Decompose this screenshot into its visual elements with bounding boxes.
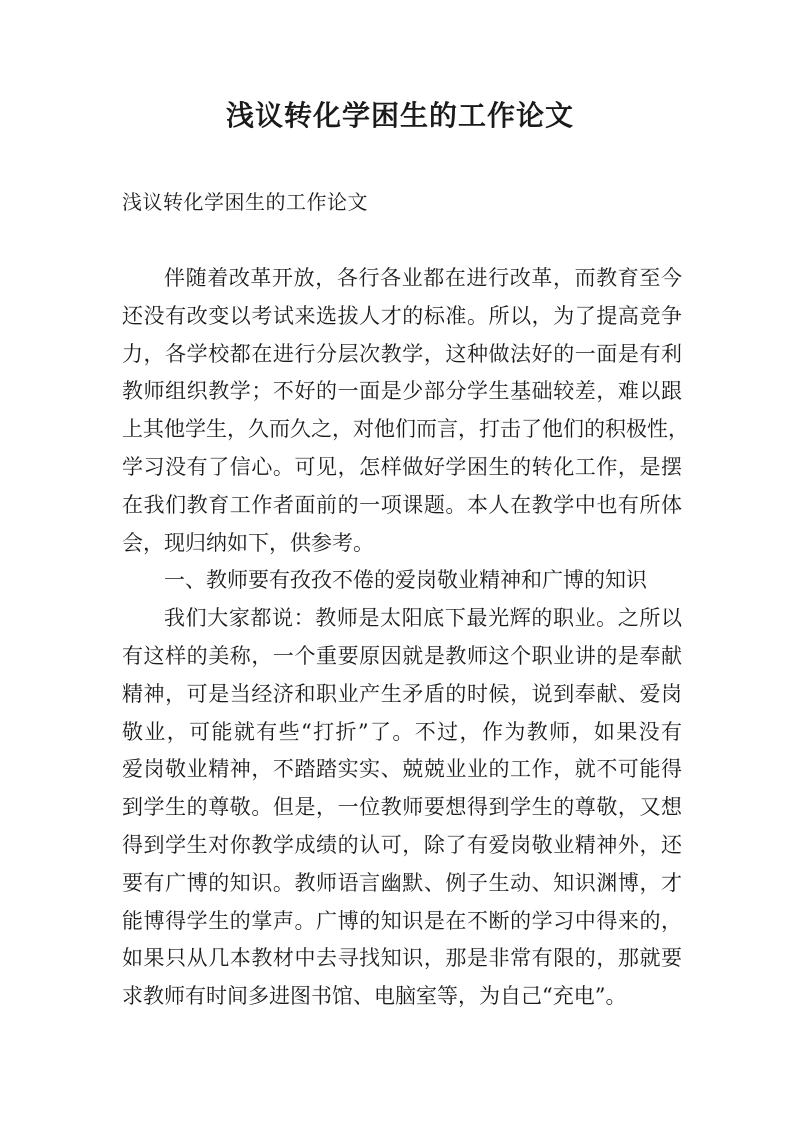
paragraph-line: 求教师有时间多进图书馆、电脑室等，为自己“充电”。: [122, 984, 627, 1009]
paragraph-line: 上其他学生，久而久之，对他们而言，打击了他们的积极性，: [122, 417, 689, 442]
document-subtitle: 浅议转化学困生的工作论文: [122, 190, 368, 214]
paragraph-line: 爱岗敬业精神，不踏踏实实、兢兢业业的工作，就不可能得: [122, 757, 682, 782]
paragraph-line: 伴随着改革开放，各行各业都在进行改革，而教育至今: [164, 266, 682, 290]
paragraph-line: 力，各学校都在进行分层次教学，这种做法好的一面是有利: [122, 341, 682, 366]
paragraph-line: 有这样的美称，一个重要原因就是教师这个职业讲的是奉献: [122, 643, 682, 668]
paragraph-line: 要有广博的知识。教师语言幽默、例子生动、知识渊博，才: [122, 870, 682, 895]
paragraph-line: 教师组织教学；不好的一面是少部分学生基础较差，难以跟: [122, 379, 682, 404]
paragraph-line: 到学生的尊敬。但是，一位教师要想得到学生的尊敬，又想: [122, 795, 682, 820]
document-body: [122, 260, 689, 1016]
section-heading: 一、教师要有孜孜不倦的爱岗敬业精神和广博的知识: [164, 568, 647, 593]
paragraph-line: 能博得学生的掌声。广博的知识是在不断的学习中得来的，: [122, 908, 682, 933]
paragraph-line: 学习没有了信心。可见，怎样做好学困生的转化工作，是摆: [122, 454, 682, 479]
paragraph-line: 还没有改变以考试来选拔人才的标准。所以，为了提高竞争: [122, 303, 682, 328]
paragraph-line: 敬业，可能就有些“打折”了。不过，作为教师，如果没有: [122, 719, 682, 744]
paragraph-line: 精神，可是当经济和职业产生矛盾的时候，说到奉献、爱岗: [122, 681, 682, 706]
paragraph-line: 会，现归纳如下，供参考。: [122, 530, 374, 555]
document-title: 浅议转化学困生的工作论文: [225, 99, 574, 132]
paragraph-line: 在我们教育工作者面前的一项课题。本人在教学中也有所体: [122, 492, 682, 517]
paragraph-line: 如果只从几本教材中去寻找知识，那是非常有限的，那就要: [122, 946, 682, 971]
paragraph-line: 得到学生对你教学成绩的认可，除了有爱岗敬业精神外，还: [122, 832, 682, 857]
paragraph-line: 我们大家都说：教师是太阳底下最光辉的职业。之所以: [164, 606, 682, 631]
